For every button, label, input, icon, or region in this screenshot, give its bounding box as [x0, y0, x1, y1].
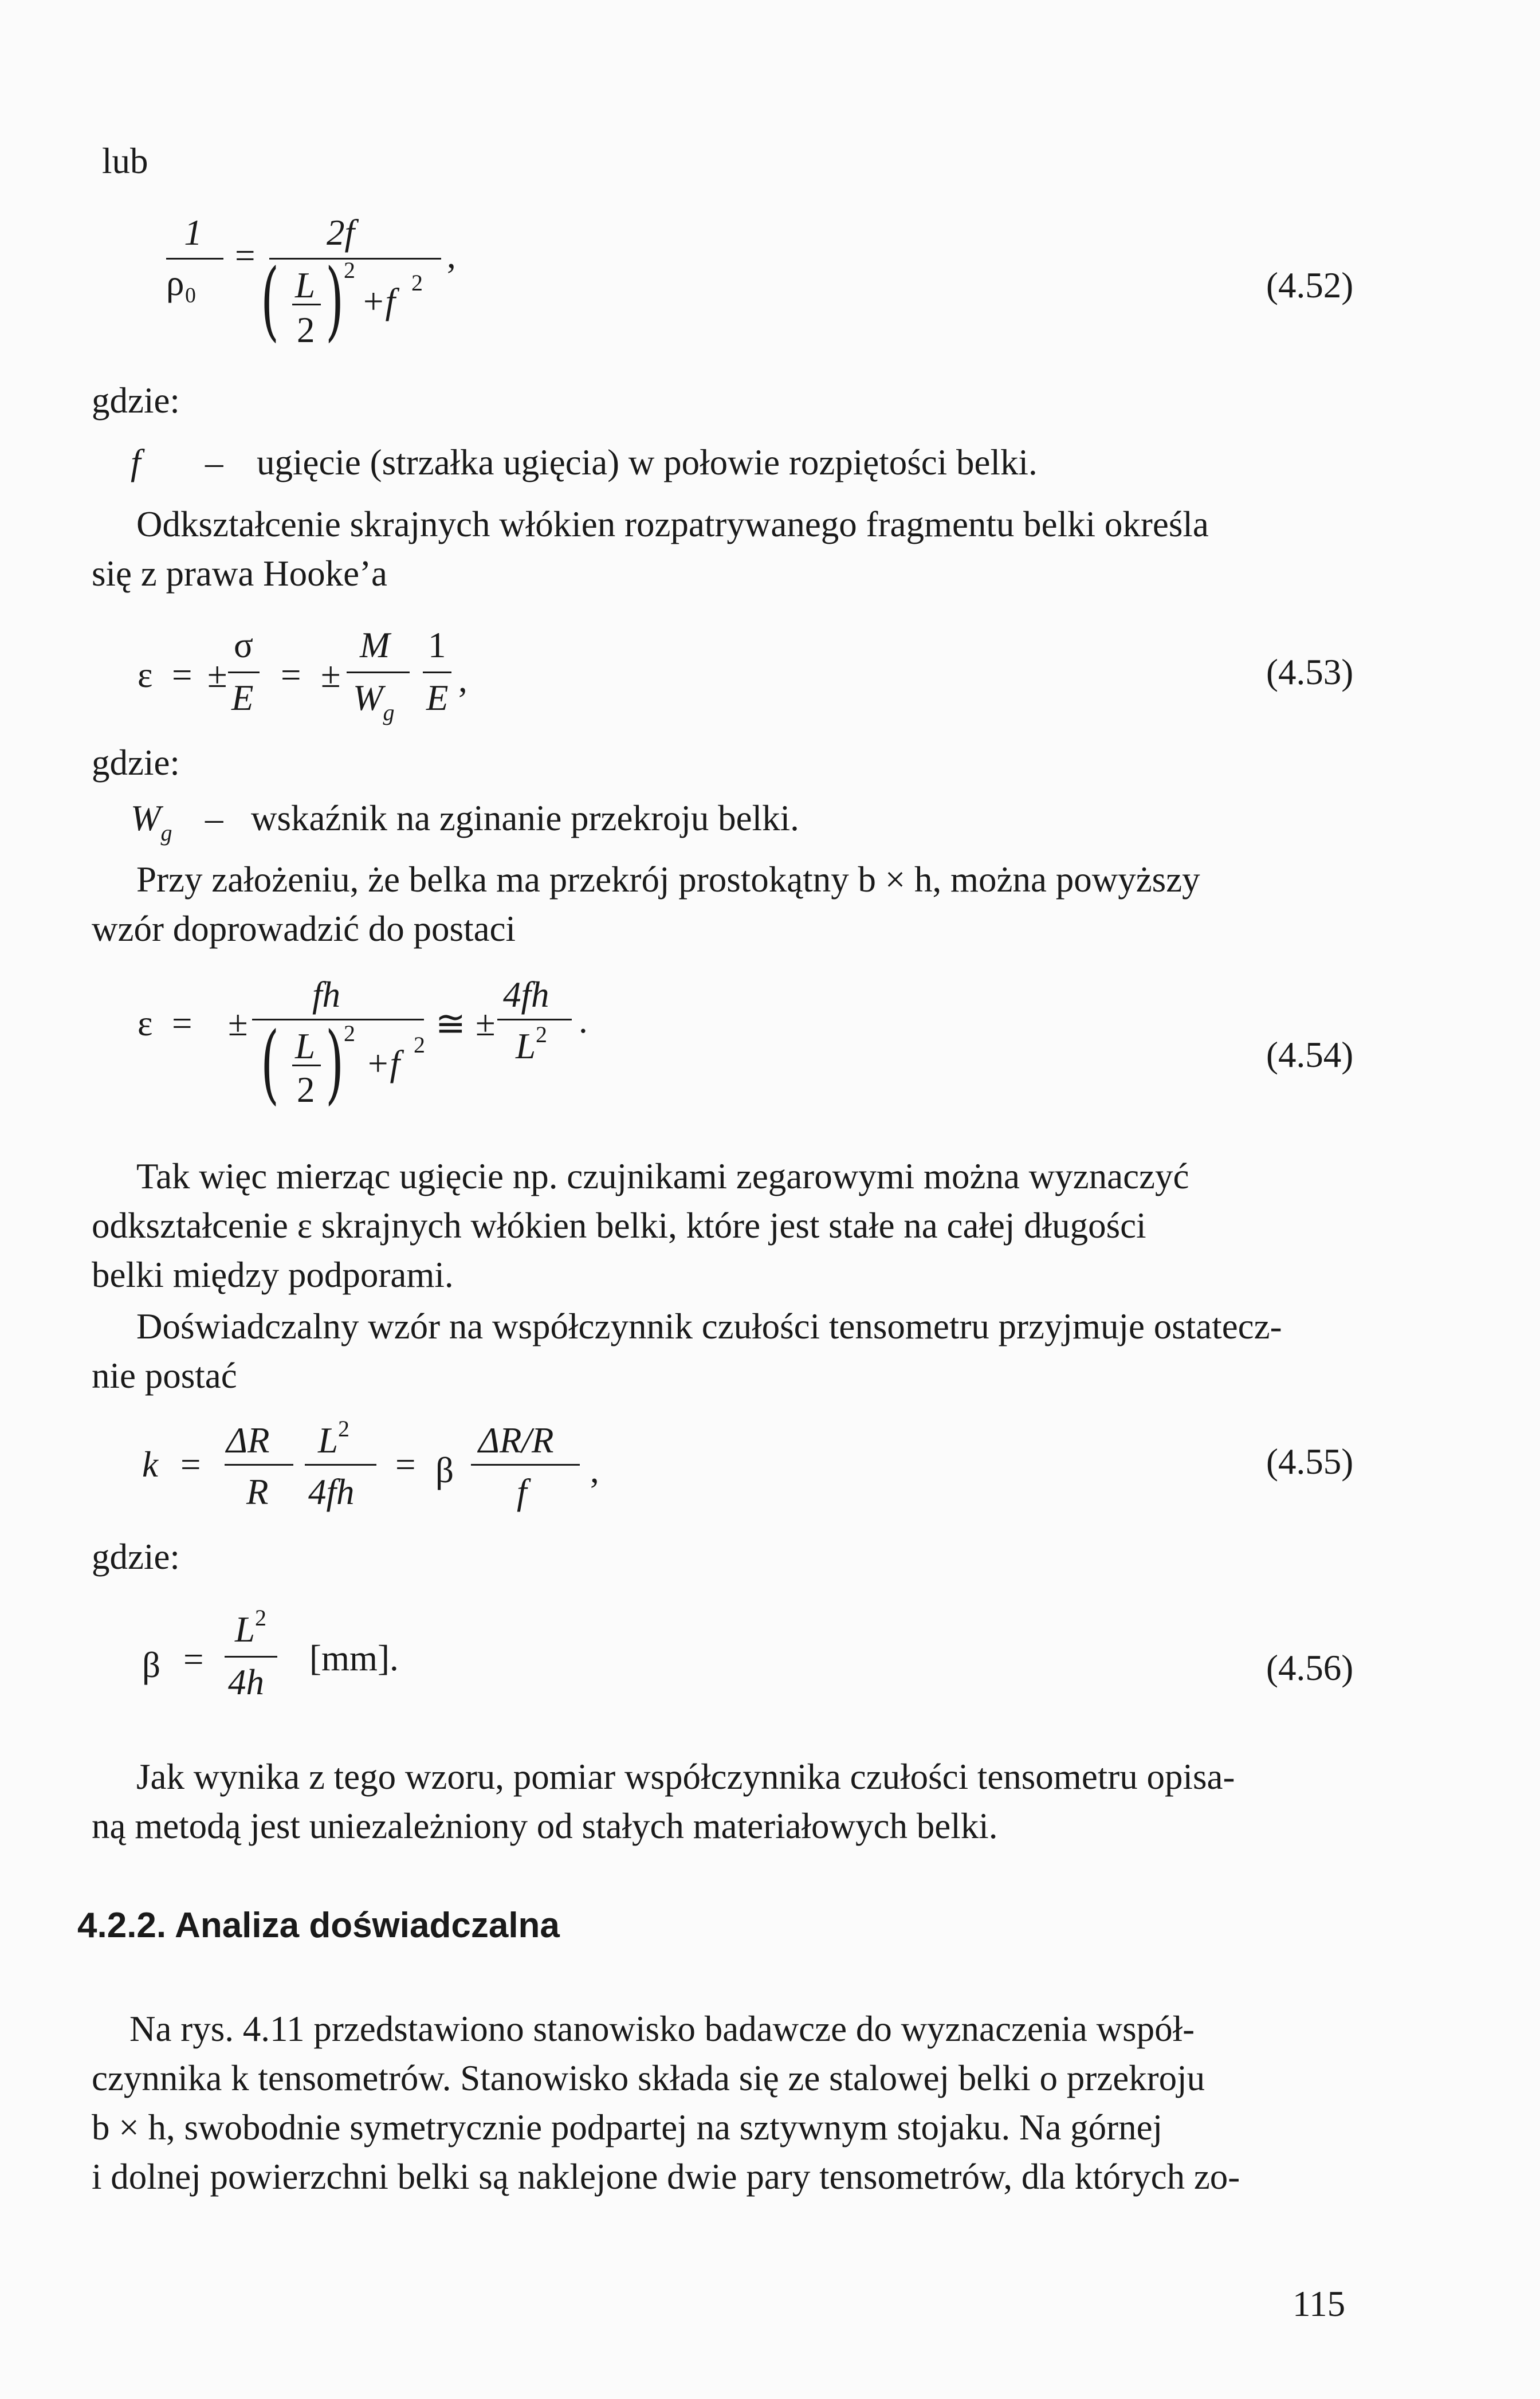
symbol: L — [318, 1420, 339, 1460]
fraction-denominator: 4h — [228, 1662, 264, 1702]
epsilon: ε — [138, 655, 153, 695]
eq52-den-plus-f: +f — [361, 281, 396, 321]
equation-number: (4.55) — [1266, 1442, 1354, 1482]
section-heading: 4.2.2. Analiza doświadczalna — [77, 1906, 560, 1945]
paragraph-line: i dolnej powierzchni belki są naklejone dwie pary tensometrów, dla których zo- — [92, 2157, 1240, 2197]
left-paren: ( — [261, 251, 280, 351]
fraction-denominator: E — [231, 678, 254, 718]
eq52-den-L: L — [295, 265, 316, 305]
fraction-numerator — [235, 1605, 267, 1651]
fraction-numerator: 1 — [428, 625, 446, 665]
fraction-numerator: M — [360, 625, 390, 665]
eq52-lhs-denominator: ρ₀ — [166, 263, 197, 303]
definition-f — [131, 442, 1038, 482]
paragraph-hooke — [92, 500, 1370, 598]
comma: , — [590, 1450, 599, 1490]
equation-number: (4.56) — [1266, 1648, 1354, 1688]
plus-minus: ± — [228, 1003, 248, 1043]
paragraph-section — [92, 2004, 1370, 2201]
exponent: 2 — [536, 1022, 548, 1047]
equation-number: (4.53) — [1266, 652, 1354, 692]
where-label: gdzie: — [92, 743, 180, 783]
paragraph-formula — [92, 1302, 1370, 1400]
unit: [mm]. — [309, 1638, 399, 1678]
symbol: f — [131, 442, 141, 482]
plus-minus: ± — [321, 655, 341, 695]
fraction-denominator — [353, 677, 395, 725]
exponent: 2 — [344, 1020, 355, 1046]
exponent: 2 — [255, 1605, 267, 1631]
fraction-numerator: fh — [312, 975, 341, 1015]
subscript: g — [160, 820, 172, 846]
page-number: 115 — [1292, 2284, 1346, 2324]
plus-minus: ± — [207, 655, 227, 695]
fraction-denominator — [516, 1022, 548, 1067]
paragraph-line: Odkształcenie skrajnych włókien rozpatrywanego fragmentu belki określa — [136, 504, 1209, 544]
symbol: L — [516, 1026, 536, 1066]
k-symbol: k — [142, 1444, 158, 1485]
period: . — [579, 1000, 588, 1041]
intro-word: lub — [102, 141, 148, 181]
eq52-rhs-numerator: 2f — [327, 213, 355, 253]
exponent: 2 — [344, 257, 355, 283]
exponent: 2 — [414, 1032, 425, 1058]
paragraph-measurement — [92, 1152, 1370, 1299]
exponent: 2 — [338, 1416, 350, 1442]
definition-wg — [131, 798, 799, 846]
fraction-denominator: 4fh — [308, 1472, 355, 1512]
beta: β — [435, 1450, 454, 1490]
eq52-lhs-numerator: 1 — [184, 213, 202, 253]
fraction-denominator: E — [426, 678, 449, 718]
eq54-den-plus-f: +f — [366, 1043, 400, 1083]
equation-number: (4.54) — [1266, 1035, 1354, 1075]
subscript: g — [383, 700, 395, 725]
right-paren: ) — [325, 251, 344, 351]
paragraph-line: ną metodą jest uniezależniony od stałych materiałowych belki. — [92, 1806, 998, 1846]
paragraph-line: wzór doprowadzić do postaci — [92, 909, 516, 949]
where-label: gdzie: — [92, 1537, 180, 1577]
left-paren: ( — [261, 1014, 280, 1114]
paragraph-line: Tak więc mierząc ugięcie np. czujnikami zegarowymi można wyznaczyć — [136, 1156, 1189, 1196]
fraction-numerator: ΔR/R — [478, 1420, 554, 1460]
epsilon: ε — [138, 1003, 153, 1043]
equals-sign: = — [180, 1444, 201, 1485]
fraction-denominator: R — [246, 1472, 269, 1512]
paragraph-rectangle — [92, 855, 1370, 953]
comma: , — [458, 659, 467, 700]
where-label: gdzie: — [92, 380, 180, 421]
equals-sign: = — [235, 235, 256, 276]
paragraph-line: b × h, swobodnie symetrycznie podpartej na sztywnym stojaku. Na górnej — [92, 2107, 1163, 2147]
paragraph-conclusion — [92, 1752, 1370, 1851]
paragraph-line: Na rys. 4.11 przedstawiono stanowisko badawcze do wyznaczenia współ- — [129, 2009, 1195, 2049]
sigma: σ — [234, 625, 253, 665]
paragraph-line: się z prawa Hooke’a — [92, 553, 387, 594]
paragraph-line: czynnika k tensometrów. Stanowisko składa się ze stalowej belki o przekroju — [92, 2058, 1205, 2098]
fraction-numerator: 4fh — [503, 975, 549, 1015]
definition-text: wskaźnik na zginanie przekroju belki. — [251, 798, 799, 838]
eq54-den-L: L — [295, 1026, 316, 1066]
fraction-numerator: ΔR — [226, 1420, 270, 1460]
dash: – — [205, 798, 223, 838]
dash: – — [205, 442, 223, 482]
paragraph-line: Jak wynika z tego wzoru, pomiar współczynnika czułości tensometru opisa- — [136, 1757, 1235, 1797]
approx-sign: ≅ — [435, 1004, 466, 1044]
right-paren: ) — [325, 1014, 344, 1114]
comma: , — [447, 235, 456, 276]
symbol: W — [353, 678, 383, 718]
paragraph-line: nie postać — [92, 1356, 237, 1396]
beta: β — [142, 1645, 161, 1685]
fraction-numerator — [318, 1416, 350, 1462]
fraction-denominator: f — [517, 1472, 527, 1512]
equals-sign: = — [281, 655, 301, 695]
symbol: L — [235, 1609, 256, 1650]
definition-text: ugięcie (strzałka ugięcia) w połowie rozpiętości belki. — [257, 442, 1038, 482]
equals-sign: = — [172, 655, 192, 695]
equals-sign: = — [172, 1003, 192, 1043]
eq52-den-2: 2 — [297, 310, 315, 350]
paragraph-line: Doświadczalny wzór na współczynnik czułości tensometru przyjmuje ostatecz- — [136, 1306, 1282, 1346]
symbol: W — [131, 798, 161, 838]
equation-number: (4.52) — [1266, 265, 1354, 305]
eq54-den-2: 2 — [297, 1070, 315, 1110]
paragraph-line: Przy założeniu, że belka ma przekrój prostokątny b × h, można powyższy — [136, 859, 1200, 900]
plus-minus: ± — [476, 1003, 496, 1043]
paragraph-line: odkształcenie ε skrajnych włókien belki, które jest stałe na całej długości — [92, 1206, 1146, 1246]
exponent: 2 — [411, 270, 423, 296]
equals-sign: = — [183, 1639, 204, 1679]
paragraph-line: belki między podporami. — [92, 1255, 454, 1295]
equals-sign: = — [395, 1444, 416, 1485]
